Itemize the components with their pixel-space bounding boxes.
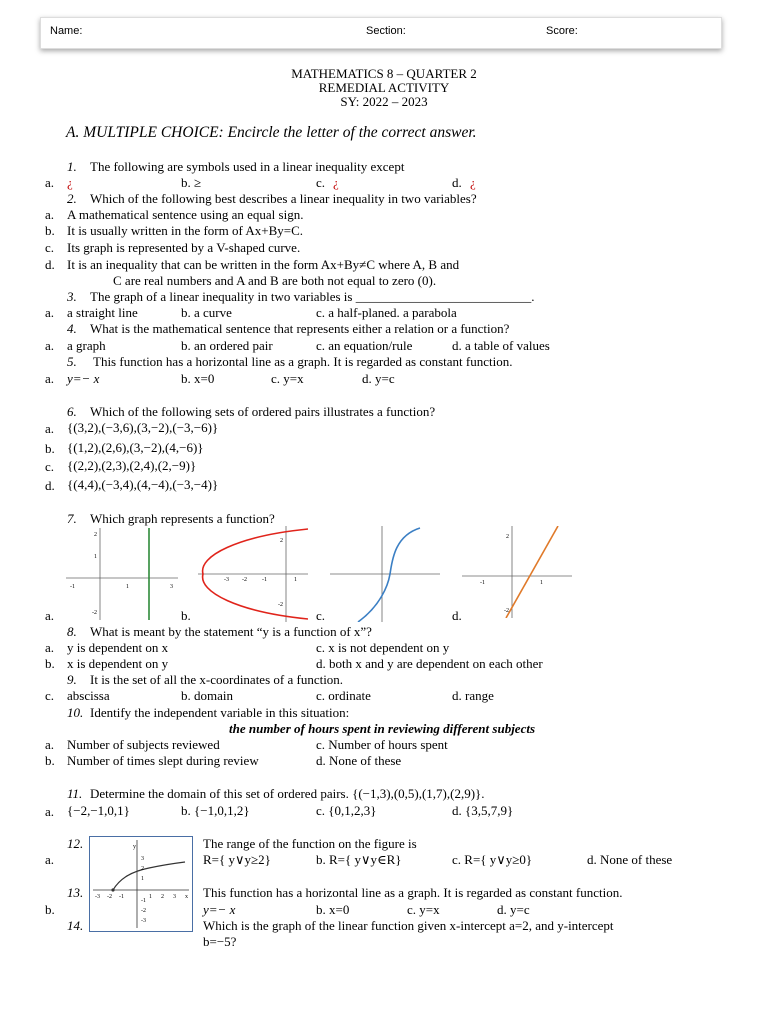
q14-text-cont: b=−5? bbox=[203, 934, 237, 949]
q1-option-c-value: ¿ bbox=[333, 175, 339, 190]
q4-option-b-text: b. an ordered pair bbox=[181, 338, 273, 353]
section-label: Section: bbox=[366, 25, 406, 37]
q1-option-d: d. bbox=[452, 175, 462, 190]
svg-text:-2: -2 bbox=[278, 602, 283, 608]
q8-option-b-letter: b. bbox=[45, 656, 55, 671]
q6-option-c-text: {(2,2),(2,3),(2,4),(2,−9)} bbox=[67, 458, 197, 473]
q1-number: 1. bbox=[67, 159, 77, 174]
q7-number: 7. bbox=[67, 511, 77, 526]
svg-text:1: 1 bbox=[126, 584, 129, 590]
q7-graph-c bbox=[330, 526, 440, 622]
svg-text:-2: -2 bbox=[107, 894, 112, 900]
svg-text:-1: -1 bbox=[262, 577, 267, 583]
svg-text:2: 2 bbox=[161, 894, 164, 900]
q13-option-letter: b. bbox=[45, 902, 55, 917]
q2-option-a-text: A mathematical sentence using an equal sign. bbox=[67, 207, 304, 222]
q1-option-a: a. bbox=[45, 175, 55, 190]
svg-text:-1: -1 bbox=[119, 894, 124, 900]
q9-option-d-text: d. range bbox=[452, 688, 494, 703]
score-label: Score: bbox=[546, 25, 578, 37]
q6-option-d-text: {(4,4),(−3,4),(4,−4),(−3,−4)} bbox=[67, 477, 219, 492]
q11-option-d-text: d. {3,5,7,9} bbox=[452, 803, 514, 818]
q12-option-a-letter: a. bbox=[45, 852, 55, 867]
q5-option-b-text: b. x=0 bbox=[181, 371, 215, 386]
q8-option-a-letter: a. bbox=[45, 640, 55, 655]
q13-text: This function has a horizontal line as a graph. It is regarded as constant function. bbox=[203, 885, 623, 900]
q11-option-a-text: {−2,−1,0,1} bbox=[67, 803, 130, 818]
q9-text: It is the set of all the x-coordinates of a function. bbox=[90, 672, 344, 687]
q2-option-b-letter: b. bbox=[45, 223, 55, 238]
q8-option-d-text: d. both x and y are dependent on each other bbox=[316, 656, 543, 671]
svg-text:-1: -1 bbox=[480, 580, 485, 586]
q3-option-b-text: b. a curve bbox=[181, 305, 232, 320]
q4-option-c-text: c. an equation/rule bbox=[316, 338, 413, 353]
q8-text: What is meant by the statement “y is a function of x”? bbox=[90, 624, 372, 639]
q4-option-d-text: d. a table of values bbox=[452, 338, 550, 353]
q2-option-c-letter: c. bbox=[45, 240, 55, 255]
q6-number: 6. bbox=[67, 404, 77, 419]
q7-graph-d-line bbox=[506, 526, 558, 618]
q7-option-c-letter: c. bbox=[316, 608, 326, 623]
q6-text: Which of the following sets of ordered pairs illustrates a function? bbox=[90, 404, 436, 419]
q3-option-a-text: a straight line bbox=[67, 305, 138, 320]
svg-text:-2: -2 bbox=[92, 610, 97, 616]
q9-number: 9. bbox=[67, 672, 77, 687]
q5-option-d-text: d. y=c bbox=[362, 371, 395, 386]
q9-option-a-text: abscissa bbox=[67, 688, 110, 703]
svg-text:-3: -3 bbox=[95, 894, 100, 900]
q2-option-d-letter: d. bbox=[45, 257, 55, 272]
q6-option-c-letter: c. bbox=[45, 459, 55, 474]
q6-option-d-letter: d. bbox=[45, 478, 55, 493]
q10-option-a-text: Number of subjects reviewed bbox=[67, 737, 220, 752]
q8-option-c-text: c. x is not dependent on y bbox=[316, 640, 450, 655]
section-a-heading: A. MULTIPLE CHOICE: Encircle the letter of the correct answer. bbox=[66, 124, 477, 141]
q11-text: Determine the domain of this set of ordered pairs. {(−1,3),(0,5),(1,7),(2,9)}. bbox=[90, 786, 485, 801]
q8-number: 8. bbox=[67, 624, 77, 639]
q7-graph-c-curve bbox=[358, 528, 420, 622]
svg-text:1: 1 bbox=[94, 554, 97, 560]
q1-option-c: c. bbox=[316, 175, 326, 190]
q11-option-a-letter: a. bbox=[45, 804, 55, 819]
q5-number: 5. bbox=[67, 354, 77, 369]
svg-text:-2: -2 bbox=[141, 908, 146, 914]
q11-option-b-text: b. {−1,0,1,2} bbox=[181, 803, 250, 818]
q6-option-a-text: {(3,2),(−3,6),(3,−2),(−3,−6)} bbox=[67, 420, 219, 435]
q14-number: 14. bbox=[67, 918, 84, 933]
q5-text: This function has a horizontal line as a graph. It is regarded as constant function. bbox=[93, 354, 513, 369]
student-info-box bbox=[40, 17, 722, 49]
q4-number: 4. bbox=[67, 321, 77, 336]
q1-option-d-value: ¿ bbox=[470, 175, 476, 190]
q11-option-c-text: c. {0,1,2,3} bbox=[316, 803, 377, 818]
q5-option-c-text: c. y=x bbox=[271, 371, 304, 386]
q2-text: Which of the following best describes a linear inequality in two variables? bbox=[90, 191, 477, 206]
svg-text:-1: -1 bbox=[141, 898, 146, 904]
q5-option-a-letter: a. bbox=[45, 371, 55, 386]
q11-number: 11. bbox=[67, 786, 83, 801]
q2-option-d-text: It is an inequality that can be written in the form Ax+By≠C where A, B and bbox=[67, 257, 460, 272]
svg-text:-2: -2 bbox=[242, 577, 247, 583]
q4-text: What is the mathematical sentence that represents either a relation or a function? bbox=[90, 321, 510, 336]
q9-option-b-text: b. domain bbox=[181, 688, 233, 703]
q6-option-b-text: {(1,2),(2,6),(3,−2),(4,−6)} bbox=[67, 440, 204, 455]
q2-option-d-text-cont: C are real numbers and A and B are both not equal to zero (0). bbox=[113, 273, 437, 288]
q13-number: 13. bbox=[67, 885, 84, 900]
q3-option-a-letter: a. bbox=[45, 305, 55, 320]
svg-text:3: 3 bbox=[141, 856, 144, 862]
q10-text: Identify the independent variable in this situation: bbox=[90, 705, 350, 720]
q12-option-b-text: b. R={ y∨y∈R} bbox=[316, 852, 402, 867]
q7-option-b-letter: b. bbox=[181, 608, 191, 623]
svg-text:-3: -3 bbox=[141, 918, 146, 924]
q12-option-a-text: R={ y∨y≥2} bbox=[203, 852, 271, 867]
q12-option-c-text: c. R={ y∨y≥0} bbox=[452, 852, 533, 867]
q7-text: Which graph represents a function? bbox=[90, 511, 275, 526]
q1-option-b: b. ≥ bbox=[181, 175, 202, 190]
svg-text:1: 1 bbox=[141, 876, 144, 882]
q10-option-b-text: Number of times slept during review bbox=[67, 753, 259, 768]
title-line-3: SY: 2022 – 2023 bbox=[340, 94, 428, 109]
svg-text:1: 1 bbox=[294, 577, 297, 583]
title-line-1: MATHEMATICS 8 – QUARTER 2 bbox=[291, 66, 477, 81]
svg-text:-1: -1 bbox=[70, 584, 75, 590]
svg-text:y: y bbox=[133, 844, 136, 850]
q7-graph-d bbox=[462, 526, 572, 618]
svg-text:-3: -3 bbox=[224, 577, 229, 583]
svg-text:2: 2 bbox=[94, 532, 97, 538]
q7-option-d-letter: d. bbox=[452, 608, 462, 623]
q2-option-a-letter: a. bbox=[45, 207, 55, 222]
q13-option-c-text: c. y=x bbox=[407, 902, 440, 917]
q3-text: The graph of a linear inequality in two variables is ___________________________. bbox=[90, 289, 535, 304]
q6-option-a-letter: a. bbox=[45, 421, 55, 436]
svg-text:3: 3 bbox=[173, 894, 176, 900]
q4-option-a-letter: a. bbox=[45, 338, 55, 353]
q10-option-b-letter: b. bbox=[45, 753, 55, 768]
q6-option-b-letter: b. bbox=[45, 441, 55, 456]
q13-option-a-text: y=− x bbox=[203, 902, 236, 917]
q8-option-b-text: x is dependent on y bbox=[67, 656, 169, 671]
q4-option-a-text: a graph bbox=[67, 338, 106, 353]
q10-option-d-text: d. None of these bbox=[316, 753, 402, 768]
q9-option-letter: c. bbox=[45, 688, 55, 703]
svg-text:2: 2 bbox=[506, 534, 509, 540]
svg-text:3: 3 bbox=[170, 584, 173, 590]
svg-text:1: 1 bbox=[149, 894, 152, 900]
q12-option-d-text: d. None of these bbox=[587, 852, 673, 867]
q10-number: 10. bbox=[67, 705, 84, 720]
svg-text:1: 1 bbox=[540, 580, 543, 586]
q9-option-c-text: c. ordinate bbox=[316, 688, 371, 703]
q12-graph bbox=[89, 836, 193, 932]
q8-option-a-text: y is dependent on x bbox=[67, 640, 169, 655]
q10-option-a-letter: a. bbox=[45, 737, 55, 752]
q3-option-c-text: c. a half-planed. a parabola bbox=[316, 305, 457, 320]
q12-number: 12. bbox=[67, 836, 84, 851]
q1-text: The following are symbols used in a linear inequality except bbox=[90, 159, 405, 174]
q12-text: The range of the function on the figure is bbox=[203, 836, 417, 851]
q14-text: Which is the graph of the linear function given x-intercept a=2, and y-intercept bbox=[203, 918, 614, 933]
q2-number: 2. bbox=[67, 191, 77, 206]
svg-text:2: 2 bbox=[280, 538, 283, 544]
svg-text:x: x bbox=[185, 894, 188, 900]
q5-option-a-text: y=− x bbox=[67, 371, 100, 386]
q2-option-b-text: It is usually written in the form of Ax+By=C. bbox=[67, 223, 304, 238]
title-line-2: REMEDIAL ACTIVITY bbox=[318, 80, 450, 95]
svg-text:2: 2 bbox=[141, 866, 144, 872]
q7-graph-b bbox=[198, 526, 308, 622]
q2-option-c-text: Its graph is represented by a V-shaped curve. bbox=[67, 240, 301, 255]
svg-text:-2: -2 bbox=[504, 608, 509, 614]
q10-option-c-text: c. Number of hours spent bbox=[316, 737, 448, 752]
q13-option-b-text: b. x=0 bbox=[316, 902, 350, 917]
q1-option-a-value: ¿ bbox=[67, 175, 73, 190]
q10-situation: the number of hours spent in reviewing different subjects bbox=[229, 721, 536, 736]
name-label: Name: bbox=[50, 25, 83, 37]
q3-number: 3. bbox=[67, 289, 77, 304]
q7-graph-a bbox=[66, 528, 178, 620]
q13-option-d-text: d. y=c bbox=[497, 902, 530, 917]
q7-option-a-letter: a. bbox=[45, 608, 55, 623]
